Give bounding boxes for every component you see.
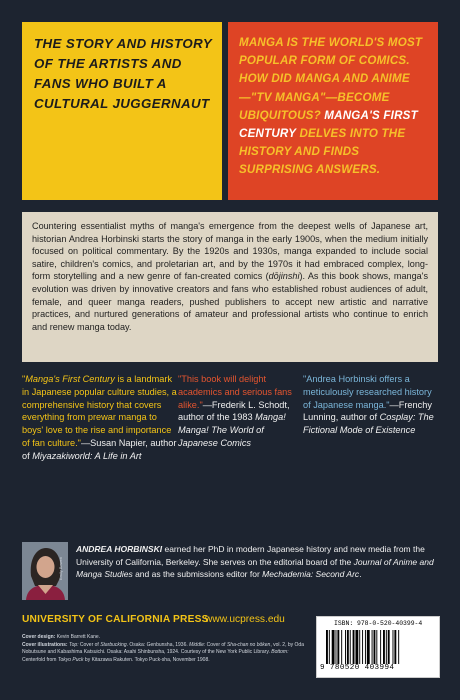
credits-illus-label: Cover illustrations: [22,641,68,648]
quote-schodt [178,373,294,450]
tagline-text: THE STORY AND HISTORY OF THE ARTISTS AND FANS WHO BUILT A CULTURAL JUGGERNAUT [34,36,212,111]
credits-top-label: Top: [68,641,79,648]
barcode-digits: 9 780520 403994 [320,664,395,672]
summary-part2: ). As this book shows, manga's evolution was driven by innovative creators and fans who established robust audiences of adult, female, and queer manga readers, pushed publishers to accept new artistic and narrative practices, and nurtured generations of amateur and professional artists who continue to enrich and renew manga today. [32,271,428,332]
credits-design-line [22,634,310,642]
red-blurb-text [239,34,430,180]
quote-napier-body: is a landmark in Japanese popular culture studies, a comprehensive history that covers everything from prewar manga to boys' love to the rise and importance of fan culture." [22,374,177,448]
quote-napier-work: Miyazakiworld: A Life in Art [32,450,142,461]
quote-napier [22,373,180,463]
quote-napier-title: Manga's First Century [25,374,115,384]
credits-middle-rest: , vol. 2, by Oda Nobutsune and Kabashima Katsuichi. Osaka: Asahi Shinbunsha, 1924. Courtesy of the New York Public Library. [22,641,304,656]
author-bio-periodical: Mechademia: Second Arc [262,569,360,580]
quote-napier-attribution: —Susan Napier, author of [22,437,177,461]
photo-credit: Emily Bowen [58,556,63,580]
quote-lunning-body: "Andrea Horbinski offers a meticulously researched history of Japanese manga." [303,374,432,410]
quote-schodt-work: Manga! Manga! The World of Japanese Comics [178,412,286,448]
barcode-bars-icon [324,630,432,664]
red-blurb-book-title: MANGA'S FIRST CENTURY [239,108,418,141]
publisher-name: UNIVERSITY OF CALIFORNIA PRESS [22,614,209,625]
credits-bottom: Centerfold from [22,656,58,663]
cover-credits [22,634,310,664]
credits-illustrations-line [22,642,310,665]
credits-top: Cover of [78,641,101,648]
quote-schodt-body: "This book will delight academics and serious fans alike." [178,374,292,410]
credits-design-label: Cover design: [22,634,56,640]
credits-middle: Cover of [205,641,227,648]
quote-lunning [303,373,439,437]
isbn-label: ISBN: 978-0-520-40399-4 [334,620,423,627]
red-blurb-box [228,22,438,200]
author-bio-journal: Journal of Anime and Manga Studies [76,556,434,580]
credits-design: Kevin Barrett Kane. [55,634,101,640]
credits-bottom-rest: by Kitazawa Rakuten. Tokyo Puck-sha, November 1908. [83,656,210,663]
credits-top-title: Starbucking [100,641,127,648]
quote-napier-open: " [22,374,26,384]
credits-bottom-title: Tokyo Puck [57,656,84,663]
author-bio-part2: and as the submissions editor for [132,569,263,580]
publisher-url[interactable]: www.ucpress.edu [205,614,285,625]
red-blurb-intro: MANGA IS THE WORLD'S MOST POPULAR FORM OF COMICS. HOW DID MANGA AND ANIME—"TV MANGA"—BECOME UBIQUITOUS? [239,36,423,122]
author-name: ANDREA HORBINSKI [76,544,163,554]
credits-top-rest: . Osaka: Genbunsha, 1936. [126,641,190,648]
author-bio-part1: earned her PhD in modern Japanese history and new media from the University of California, Berkeley. She serves on the editorial board of the [76,544,425,567]
summary-text [32,220,428,333]
summary-part1: Countering essentialist myths of manga's emergence from the deepest wells of Japanese art, historian Andrea Horbinski starts the story of manga in the early 1900s, when the medium initially focused on political commentary. By the 1920s and 1930s, manga expanded to include social satire, children's comics, and proletarian art, and by the 1970s it had embraced complex, long-form storytelling and a new genre of fan-created comics ( [32,221,428,282]
summary-term: dōjinshi [268,271,300,282]
author-bio [76,543,442,581]
credits-middle-label: Middle: [189,641,206,648]
author-bio-part3: . [359,569,362,580]
quote-lunning-work: Cosplay: The Fictional Mode of Existence [303,412,434,436]
credits-middle-title: Sha-chan no bōken [226,641,271,648]
summary-box [22,212,438,362]
quote-schodt-attribution: —Frederik L. Schodt, author of the 1983 [178,399,290,423]
red-blurb-outro: DELVES INTO THE HISTORY AND FINDS SURPRISING ANSWERS. [239,127,406,177]
yellow-tagline-box [22,22,222,200]
credits-bottom-label: Bottom: [271,649,289,656]
quote-lunning-attribution: —Frenchy Lunning, author of [303,399,432,423]
